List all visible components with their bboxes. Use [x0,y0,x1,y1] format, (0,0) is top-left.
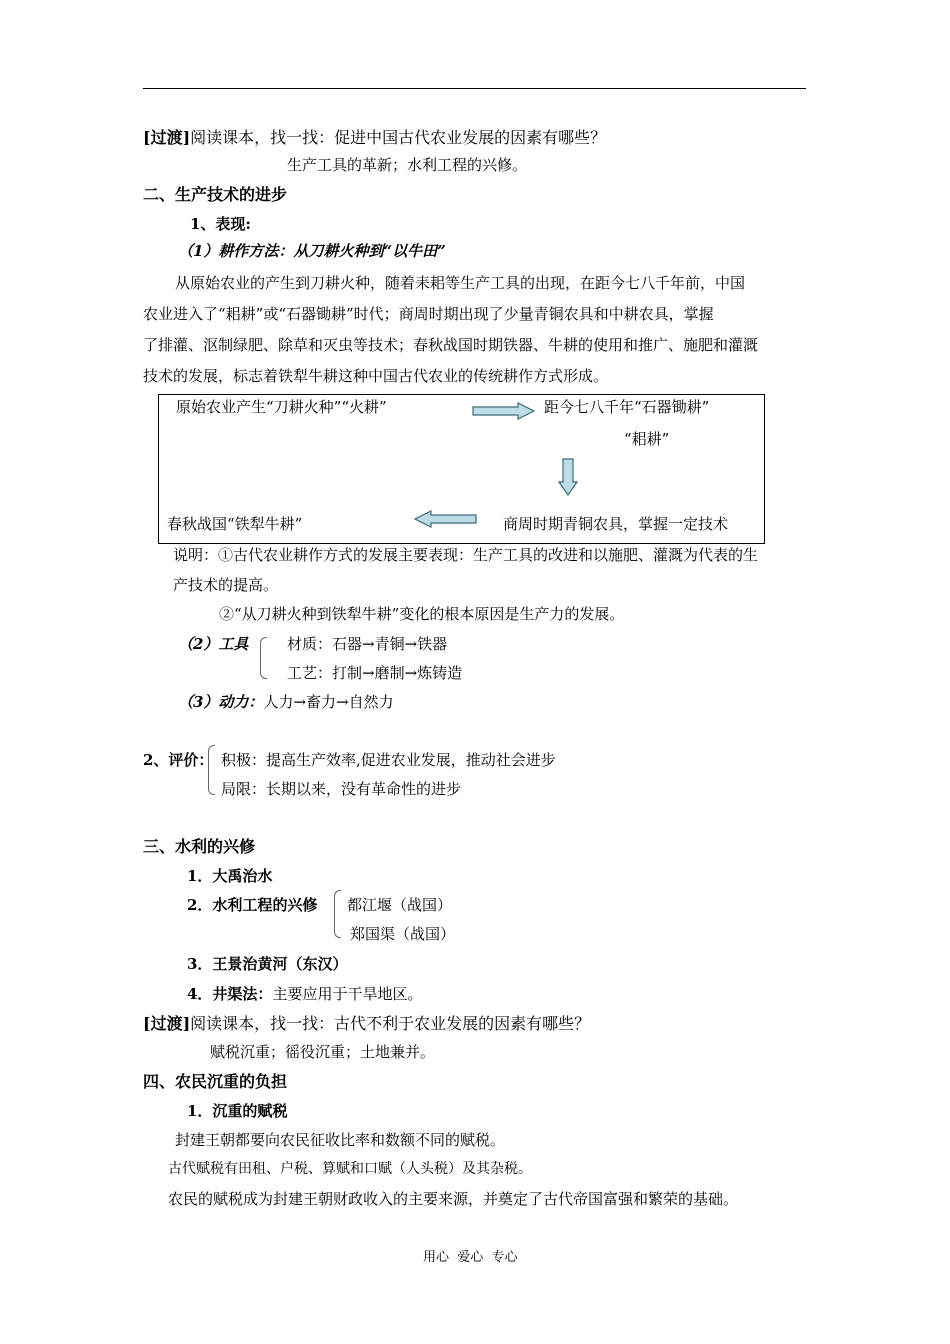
transition-tag: [过渡] [143,128,191,147]
section-heading: 四、农民沉重的负担 [143,1072,288,1091]
transition-line [143,1016,590,1032]
subheading: 1、表现: [190,215,251,233]
paragraph-line: 封建王朝都要向农民征收比率和数额不同的赋税。 [175,1131,506,1149]
page-footer: 用心 爱心 专心 [423,1250,518,1265]
flow-step-plough: “耜耕” [624,430,670,448]
project-item: 郑国渠（战国） [350,925,456,943]
flow-step-primitive: 原始农业产生“刀耕火种”“火耕” [176,398,387,416]
power-label: （3）动力： [178,693,264,711]
note-line: ②“从刀耕火种到铁犁牛耕”变化的根本原因是生产力的发展。 [219,605,625,623]
list-item-text: 主要应用于干旱地区。 [272,985,423,1003]
transition-tag: [过渡] [143,1014,191,1033]
transition-answer: 生产工具的革新；水利工程的兴修。 [287,156,528,174]
eval-negative: 局限：长期以来，没有革命性的进步 [221,780,462,798]
paragraph-line: 农民的赋税成为封建王朝财政收入的主要来源，并奠定了古代帝国富强和繁荣的基础。 [168,1190,739,1208]
section-heading: 三、水利的兴修 [143,837,256,856]
eval-label: 2、评价： [143,751,214,769]
list-item [187,987,422,1002]
subheading: （1）耕作方法：从刀耕火种到“以牛田” [178,242,446,260]
list-item: 1．大禹治水 [187,867,273,885]
paragraph-line: 农业进入了“耜耕”或“石器锄耕”时代；商周时期出现了少量青铜农具和中耕农具，掌握 [143,305,714,323]
flow-step-hoe: 距今七八千年“石器锄耕” [544,398,710,416]
list-item: 3．王景治黄河（东汉） [187,955,348,973]
tools-material: 材质：石器→青铜→铁器 [287,635,448,653]
power-text: 人力→畜力→自然力 [263,693,394,711]
project-item: 都江堰（战国） [347,896,453,914]
paragraph-line: 了排灌、沤制绿肥、除草和灭虫等技术；春秋战国时期铁器、牛耕的使用和推广、施肥和灌溉 [143,336,759,354]
power-line [178,695,394,710]
flow-step-iron: 春秋战国“铁犁牛耕” [167,515,303,533]
flow-step-bronze: 商周时期青铜农具，掌握一定技术 [503,515,729,533]
down-arrow-icon [558,458,578,496]
note-line: 说明：①古代农业耕作方式的发展主要表现：生产工具的改进和以施肥、灌溉为代表的生 [173,546,759,564]
tools-label: （2）工具 [178,635,249,653]
transition-question: 阅读课本，找一找：促进中国古代农业发展的因素有哪些？ [190,128,607,147]
transition-question: 阅读课本，找一找：古代不利于农业发展的因素有哪些？ [190,1014,591,1033]
right-arrow-icon [472,402,536,420]
list-item-label: 4．井渠法： [187,985,273,1003]
list-item: 1．沉重的赋税 [187,1102,288,1120]
paragraph-line: 技术的发展，标志着铁犁牛耕这种中国古代农业的传统耕作方式形成。 [143,367,609,385]
brace-icon [334,890,341,938]
note-line: 产技术的提高。 [173,576,279,594]
tools-craft: 工艺：打制→磨制→炼铸造 [287,664,463,682]
transition-answer: 赋税沉重；徭役沉重；土地兼并。 [210,1043,436,1061]
transition-line [143,130,606,146]
paragraph-line: 古代赋税有田租、户税、算赋和口赋（人头税）及其杂税。 [168,1161,532,1177]
brace-icon [208,745,215,795]
section-heading: 二、生产技术的进步 [143,185,288,204]
paragraph-line: 从原始农业的产生到刀耕火种，随着耒耜等生产工具的出现，在距今七八千年前，中国 [175,274,746,292]
eval-positive: 积极：提高生产效率,促进农业发展，推动社会进步 [221,751,556,769]
brace-icon [260,637,267,679]
list-item: 2．水利工程的兴修 [187,896,318,914]
header-rule [143,88,806,89]
left-arrow-icon [413,510,477,528]
